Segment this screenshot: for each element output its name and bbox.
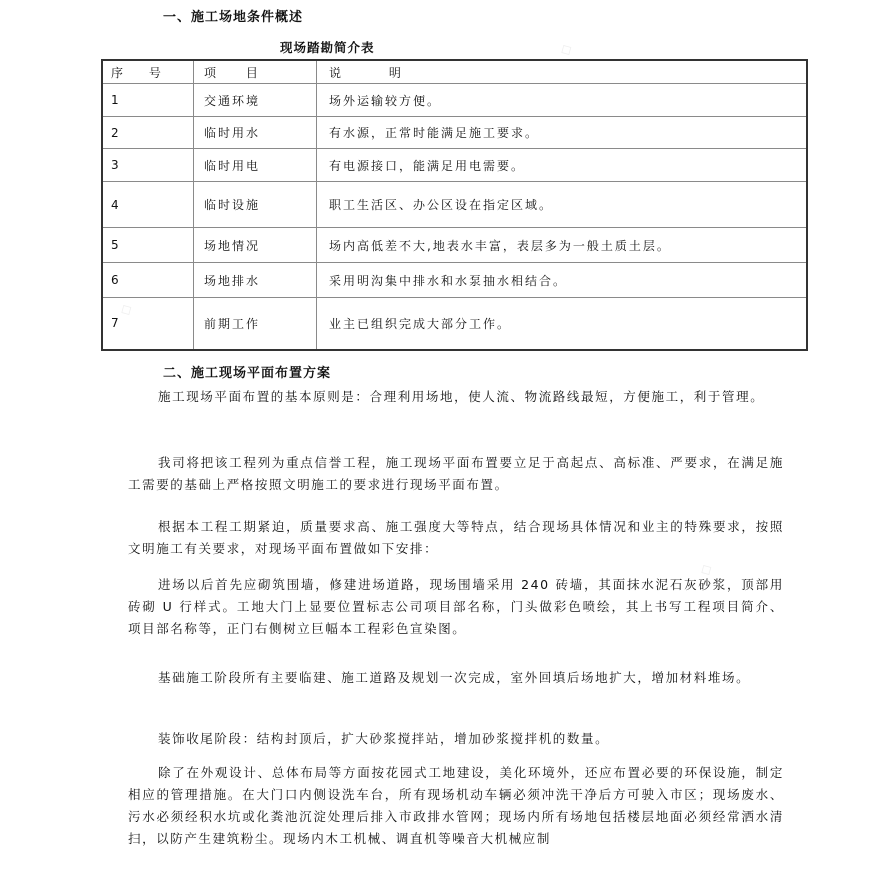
site-survey-table — [101, 59, 808, 351]
table-row — [102, 149, 807, 182]
paragraph-finishing-stage: 装饰收尾阶段：结构封顶后，扩大砂浆搅拌站，增加砂浆搅拌机的数量。 — [158, 731, 610, 746]
table-row — [102, 263, 807, 298]
table-row — [102, 117, 807, 149]
row-description: 有水源，正常时能满足施工要求。 — [317, 117, 808, 149]
row-description: 职工生活区、办公区设在指定区域。 — [317, 182, 808, 228]
paragraph-key-project: 我司将把该工程列为重点信誉工程，施工现场平面布置要立足于高起点、高标准、严要求，在满足施工需要的基础上严格按照文明施工的要求进行现场平面布置。 — [128, 455, 784, 492]
row-number: 1 — [102, 84, 194, 117]
table-header-row — [102, 60, 807, 84]
row-description: 有电源接口，能满足用电需要。 — [317, 149, 808, 182]
row-item: 临时用电 — [194, 149, 317, 182]
row-number: 5 — [102, 228, 194, 263]
paragraph-site-entry: 进场以后首先应砌筑围墙，修建进场道路，现场围墙采用 240 砖墙，其面抹水泥石灰砂浆，顶部用砖砌 U 行样式。工地大门上显要位置标志公司项目部名称，门头做彩色喷绘，其上书写工程项目简介、项目部名称等，正门右侧树立巨幅本工程彩色宣染图。 — [128, 577, 784, 636]
section-1-heading: 一、施工场地条件概述 — [163, 10, 304, 25]
header-description: 说 明 — [317, 60, 808, 84]
row-description: 场内高低差不大,地表水丰富，表层多为一般土质土层。 — [317, 228, 808, 263]
watermark: ◇ — [116, 298, 136, 320]
table-row — [102, 84, 807, 117]
table-row — [102, 298, 807, 350]
paragraph-foundation-stage: 基础施工阶段所有主要临建、施工道路及规划一次完成，室外回填后场地扩大，增加材料堆场。 — [158, 670, 751, 685]
paragraph-environmental: 除了在外观设计、总体布局等方面按花园式工地建设，美化环境外，还应布置必要的环保设施，制定相应的管理措施。在大门口内侧设洗车台，所有现场机动车辆必须冲洗干净后方可驶入市区；现场废水、污水必须经积水坑或化粪池沉淀处理后排入市政排水管网；现场内所有场地包括楼层地面必须经常洒水清扫，以防产生建筑粉尘。现场内木工机械、调直机等噪音大机械应制 — [128, 765, 784, 846]
row-item: 前期工作 — [194, 298, 317, 350]
table-row — [102, 228, 807, 263]
row-number: 3 — [102, 149, 194, 182]
table-title: 现场踏勘简介表 — [280, 40, 375, 55]
row-description: 采用明沟集中排水和水泵抽水相结合。 — [317, 263, 808, 298]
row-number: 2 — [102, 117, 194, 149]
header-item: 项 目 — [194, 60, 317, 84]
paragraph-layout-principle: 施工现场平面布置的基本原则是：合理利用场地，使人流、物流路线最短，方便施工，利于管理。 — [158, 389, 765, 404]
section-2-heading: 二、施工现场平面布置方案 — [163, 366, 332, 381]
row-number: 4 — [102, 182, 194, 228]
watermark: ◇ — [556, 38, 576, 60]
row-item: 临时用水 — [194, 117, 317, 149]
row-number: 7 — [102, 298, 194, 350]
watermark: ◇ — [696, 558, 716, 580]
row-item: 场地排水 — [194, 263, 317, 298]
row-item: 临时设施 — [194, 182, 317, 228]
row-description: 业主已组织完成大部分工作。 — [317, 298, 808, 350]
table-row — [102, 182, 807, 228]
row-item: 场地情况 — [194, 228, 317, 263]
row-number: 6 — [102, 263, 194, 298]
paragraph-arrangement: 根据本工程工期紧迫，质量要求高、施工强度大等特点，结合现场具体情况和业主的特殊要求，按照文明施工有关要求，对现场平面布置做如下安排： — [128, 519, 784, 556]
header-number: 序 号 — [102, 60, 194, 84]
row-item: 交通环境 — [194, 84, 317, 117]
row-description: 场外运输较方便。 — [317, 84, 808, 117]
